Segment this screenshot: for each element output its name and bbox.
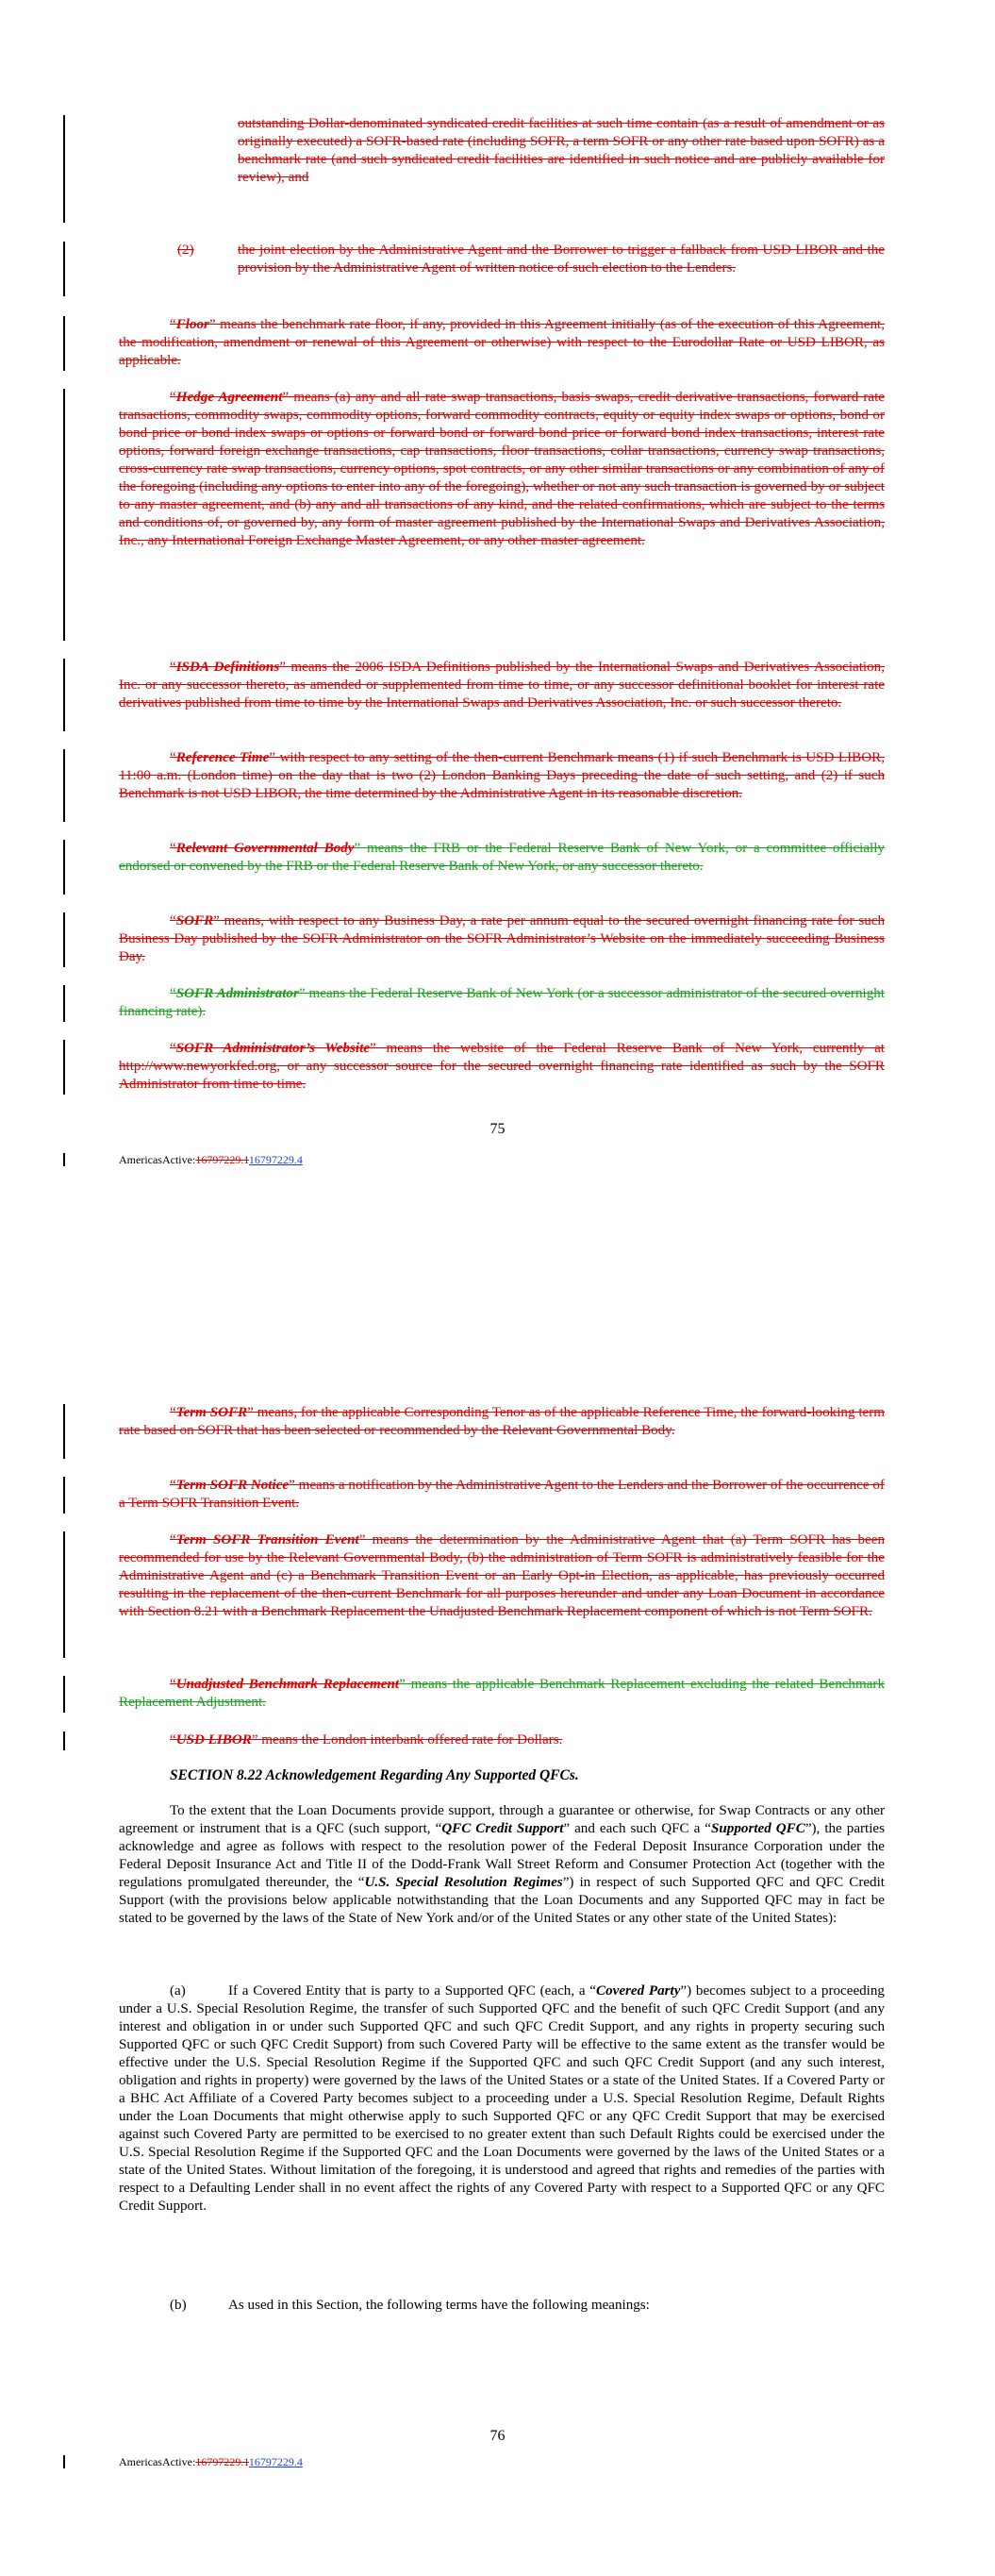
footer-old-id: 16797229.1 [195,1153,249,1166]
defined-term: SOFR Administrator [175,986,299,1001]
definition-text: ” means, for the applicable Corresponding Tenor as of the applicable Reference Time, the forward-looking term rate based on SOFR that has been selected or recommended by the Relevant Governmental Body. [119,1405,885,1438]
footer-label: AmericasActive: [119,2455,196,2468]
section-heading: SECTION 8.22 Acknowledgement Regarding Any Supported QFCs. [170,1767,579,1783]
change-bar [63,115,65,223]
definition-term-sofr-notice: “Term SOFR Notice” means a notification by the Administrative Agent to the Lenders and the Borrower of the occurrence of a Term SOFR Transition Event. [119,1478,885,1511]
clause-2-text: the joint election by the Administrative Agent and the Borrower to trigger a fallback from USD LIBOR and the provision by the Administrative Agent of written notice of such election to the Lenders. [238,243,885,276]
change-bar [63,985,65,1022]
paragraph-label: (a) [170,1983,186,1999]
defined-term: Reference Time [175,750,270,765]
definition-text: ” means the website of the Federal Reserve Bank of New York, currently at http://www.newyorkfed.org, or any successor source for the secured overnight financing rate identified as such by the SOFR Administrator from time to time. [119,1041,886,1092]
definition-text: ” with respect to any setting of the then-current Benchmark means (1) if such Benchmark is USD LIBOR, 11:00 a.m. (London time) on the day that is two (2) London Banking Days preceding the date of such setting, and (2) if such Benchmark is not USD LIBOR, the time determined by the Administrative Agent in its reasonable discretion. [119,750,885,801]
defined-term: QFC Credit Support [441,1821,564,1836]
definition-sofr: “SOFR” means, with respect to any Business Day, a rate per annum equal to the secured overnight financing rate for such Business Day published by the SOFR Administrator on the SOFR Administrator’s Website on the immediately succeeding Business Day. [119,913,885,964]
defined-term: Term SOFR Transition Event [175,1532,359,1547]
defined-term: Relevant Governmental Body [175,841,355,856]
defined-term: Unadjusted Benchmark Replacement [175,1677,400,1692]
definition-text: ” means the London interbank offered rate for Dollars. [251,1732,563,1748]
document-footer [119,2455,303,2469]
definition-text: ” means the applicable Benchmark Replacement excluding the related Benchmark Replacement Adjustment. [119,1677,885,1710]
definition-sofr-website: “SOFR Administrator’s Website” means the website of the Federal Reserve Bank of New York, currently at http://www.newyorkfed.org, or any successor source for the secured overnight financing rate identified as such by the SOFR Administrator from time to time. [119,1041,886,1092]
continuation-clause: outstanding Dollar-denominated syndicated credit facilities at such time contain (as a result of amendment or as originally executed) a SOFR-based rate (including SOFR, a term SOFR or any other rate based upon SOFR) as a benchmark rate (and such syndicated credit facilities are identified in such notice and are publicly available for review), and [238,116,885,185]
defined-term: Hedge Agreement [175,390,283,405]
footer-new-id[interactable]: 16797229.4 [248,1153,303,1166]
definition-unadjusted-benchmark-replacement: “Unadjusted Benchmark Replacement” means the applicable Benchmark Replacement excluding the related Benchmark Replacement Adjustment. [119,1677,885,1710]
paragraph-label: (b) [170,2298,187,2313]
change-bar [63,1040,65,1095]
definition-text: ” means (a) any and all rate swap transactions, basis swaps, credit derivative transactions, forward rate transactions, commodity swaps, commodity options, forward commodity contracts, equity or equity index swaps or options, bond or bond price or bond index swaps or options or forward bond or forward bond price or forward bond index transactions, interest rate options, forward foreign exchange transactions, cap transactions, floor transactions, collar transactions, currency swap transactions, cross-currency rate swap transactions, currency options, spot contracts, or any other similar transactions or any combination of any of the foregoing (including any options to enter into any of the foregoing), whether or not any such transaction is governed by or subject to any master agreement, and (b) any and all transactions of any kind, and the related confirmations, which are subject to the terms and conditions of, or governed by, any form of master agreement published by the International Swaps and Derivatives Association, Inc., any International Foreign Exchange Master Agreement, or any other master agreement. [119,390,885,548]
definition-text: ” means the determination by the Administrative Agent that (a) Term SOFR has been recommended for use by the Relevant Governmental Body, (b) the administration of Term SOFR is administratively feasible for the Administrative Agent and (c) a Benchmark Transition Event or an Early Opt-in Election, as applicable, has previously occurred resulting in the replacement of the then-current Benchmark for all purposes hereunder and under any Loan Document in accordance with Section 8.21 with a Benchmark Replacement the Unadjusted Benchmark Replacement component of which is not Term SOFR. [119,1532,886,1619]
defined-term: Floor [175,317,209,332]
definition-relevant-governmental-body: “Relevant Governmental Body” means the FRB or the Federal Reserve Bank of New York, or a committee officially endorsed or convened by the FRB or the Federal Reserve Bank of New York, or any successor thereto. [119,841,885,874]
definition-text: ” means, with respect to any Business Day, a rate per annum equal to the secured overnight financing rate for such Business Day published by the SOFR Administrator on the SOFR Administrator’s Website on the immediately succeeding Business Day. [119,913,885,964]
definition-text: ” means a notification by the Administrative Agent to the Lenders and the Borrower of the occurrence of a Term SOFR Transition Event. [119,1478,885,1511]
change-bar [63,1731,65,1750]
page-number: 76 [489,2428,506,2444]
paragraph-a: (a) If a Covered Entity that is party to a Supported QFC (each, a “Covered Party”) becomes subject to a proceeding under a U.S. Special Resolution Regime, the transfer of such Supported QFC and the benefit of such QFC Credit Support (and any interest and obligation in or under such Supported QFC and such QFC Credit Support, and any rights in property securing such Supported QFC or such QFC Credit Support) from such Covered Party will be effective to the same extent as the transfer would be effective under the U.S. Special Resolution Regime if the Supported QFC and such QFC Credit Support (and any such interest, obligation and rights in property) were governed by the laws of the United States or a state of the United States. If a Covered Party or a BHC Act Affiliate of a Covered Party becomes subject to a proceeding under a U.S. Special Resolution Regime, Default Rights under the Loan Documents that might otherwise apply to such Supported QFC or any QFC Credit Support that may be exercised against such Covered Party are permitted to be exercised to no greater extent than such Default Rights could be exercised under the U.S. Special Resolution Regime if the Supported QFC and the Loan Documents were governed by the laws of the United States or a state of the United States. Without limitation of the foregoing, it is understood and agreed that rights and remedies of the parties with respect to a Defaulting Lender shall in no event affect the rights of any Covered Party with respect to a Supported QFC or any QFC Credit Support. [119,1983,885,2214]
defined-term: U.S. Special Resolution Regimes [364,1875,563,1890]
change-bar [63,1676,65,1713]
change-bar [63,1404,65,1459]
definition-floor: “Floor” means the benchmark rate floor, if any, provided in this Agreement initially (as of the execution of this Agreement, the modification, amendment or renewal of this Agreement or otherwise) with respect to the Eurodollar Rate or USD LIBOR, as applicable. [119,317,885,368]
change-bar [63,316,65,371]
defined-term: SOFR [175,913,214,928]
definition-text: ” means the 2006 ISDA Definitions published by the International Swaps and Derivatives Association, Inc. or any successor thereto, as amended or supplemented from time to time, or any successor definitional booklet for interest rate derivatives published from time to time by the International Swaps and Derivatives Association, Inc. or such successor thereto. [119,660,885,711]
page-number: 75 [489,1121,506,1137]
definition-isda: “ISDA Definitions” means the 2006 ISDA Definitions published by the International Swaps and Derivatives Association, Inc. or any successor thereto, as amended or supplemented from time to time, or any successor definitional booklet for interest rate derivatives published from time to time by the International Swaps and Derivatives Association, Inc. or such successor thereto. [119,660,885,711]
change-bar [63,912,65,967]
defined-term: USD LIBOR [175,1732,252,1748]
change-bar [63,389,65,641]
definition-text: ” means the Federal Reserve Bank of New York (or a successor administrator of the secured overnight financing rate). [119,986,885,1019]
section-intro-paragraph: To the extent that the Loan Documents provide support, through a guarantee or otherwise, for Swap Contracts or any other agreement or instrument that is a QFC (such support, “QFC Credit Support” and each such QFC a “Supported QFC”), the parties acknowledge and agree as follows with respect to the resolution power of the Federal Deposit Insurance Corporation under the Federal Deposit Insurance Act and Title II of the Dodd-Frank Wall Street Reform and Consumer Protection Act (together with the regulations promulgated thereunder, the “U.S. Special Resolution Regimes”) in respect of such Supported QFC and QFC Credit Support (with the provisions below applicable notwithstanding that the Loan Documents and any Supported QFC may in fact be stated to be governed by the laws of the State of New York and/or of the United States or any other state of the United States): [119,1803,885,1926]
footer-label: AmericasActive: [119,1153,196,1166]
change-bar [63,2455,65,2468]
change-bar [63,749,65,822]
definition-term-sofr-transition-event: “Term SOFR Transition Event” means the determination by the Administrative Agent that (a) Term SOFR has been recommended for use by the Relevant Governmental Body, (b) the administration of Term SOFR is administratively feasible for the Administrative Agent and (c) a Benchmark Transition Event or an Early Opt-in Election, as applicable, has previously occurred resulting in the replacement of the then-current Benchmark for all purposes hereunder and under any Loan Document in accordance with Section 8.21 with a Benchmark Replacement the Unadjusted Benchmark Replacement component of which is not Term SOFR. [119,1532,886,1619]
clause-number: (2) [177,243,194,258]
paragraph-b: (b) As used in this Section, the following terms have the following meanings: [170,2298,650,2313]
change-bar [63,1153,65,1166]
change-bar [63,242,65,296]
change-bar [63,1531,65,1658]
footer-new-id[interactable]: 16797229.4 [248,2455,303,2468]
change-bar [63,840,65,895]
document-page-76 [0,1293,995,2576]
change-bar [63,659,65,731]
defined-term: SOFR Administrator’s Website [175,1041,370,1056]
definition-reference-time: “Reference Time” with respect to any setting of the then-current Benchmark means (1) if such Benchmark is USD LIBOR, 11:00 a.m. (London time) on the day that is two (2) London Banking Days preceding the date of such setting, and (2) if such Benchmark is not USD LIBOR, the time determined by the Administrative Agent in its reasonable discretion. [119,750,885,801]
defined-term: ISDA Definitions [175,660,280,675]
definition-sofr-administrator: “SOFR Administrator” means the Federal Reserve Bank of New York (or a successor administrator of the secured overnight financing rate). [119,986,885,1019]
definition-term-sofr: “Term SOFR” means, for the applicable Corresponding Tenor as of the applicable Reference Time, the forward-looking term rate based on SOFR that has been selected or recommended by the Relevant Governmental Body. [119,1405,885,1438]
definition-usd-libor: “USD LIBOR” means the London interbank offered rate for Dollars. [170,1732,563,1748]
defined-term: Covered Party [596,1983,681,1999]
definition-text: ” means the FRB or the Federal Reserve Bank of New York, or a committee officially endorsed or convened by the FRB or the Federal Reserve Bank of New York, or any successor thereto. [119,841,885,874]
document-footer [119,1153,303,1167]
defined-term: Term SOFR [175,1405,248,1420]
defined-term: Supported QFC [711,1821,805,1836]
change-bar [63,1477,65,1514]
definition-hedge-agreement: “Hedge Agreement” means (a) any and all rate swap transactions, basis swaps, credit derivative transactions, forward rate transactions, commodity swaps, commodity options, forward commodity contracts, equity or equity index swaps or options, bond or bond price or bond index swaps or options or forward bond or forward bond price or forward bond index transactions, interest rate options, forward foreign exchange transactions, cap transactions, floor transactions, collar transactions, currency swap transactions, cross-currency rate swap transactions, currency options, spot contracts, or any other similar transactions or any combination of any of the foregoing (including any options to enter into any of the foregoing), whether or not any such transaction is governed by or subject to any master agreement, and (b) any and all transactions of any kind, and the related confirmations, which are subject to the terms and conditions of, or governed by, any form of master agreement published by the International Swaps and Derivatives Association, Inc., any International Foreign Exchange Master Agreement, or any other master agreement. [119,390,885,548]
definition-text: ” means the benchmark rate floor, if any, provided in this Agreement initially (as of the execution of this Agreement, the modification, amendment or renewal of this Agreement or otherwise) with respect to the Eurodollar Rate or USD LIBOR, as applicable. [119,317,885,368]
footer-old-id: 16797229.1 [195,2455,249,2468]
defined-term: Term SOFR Notice [175,1478,290,1493]
